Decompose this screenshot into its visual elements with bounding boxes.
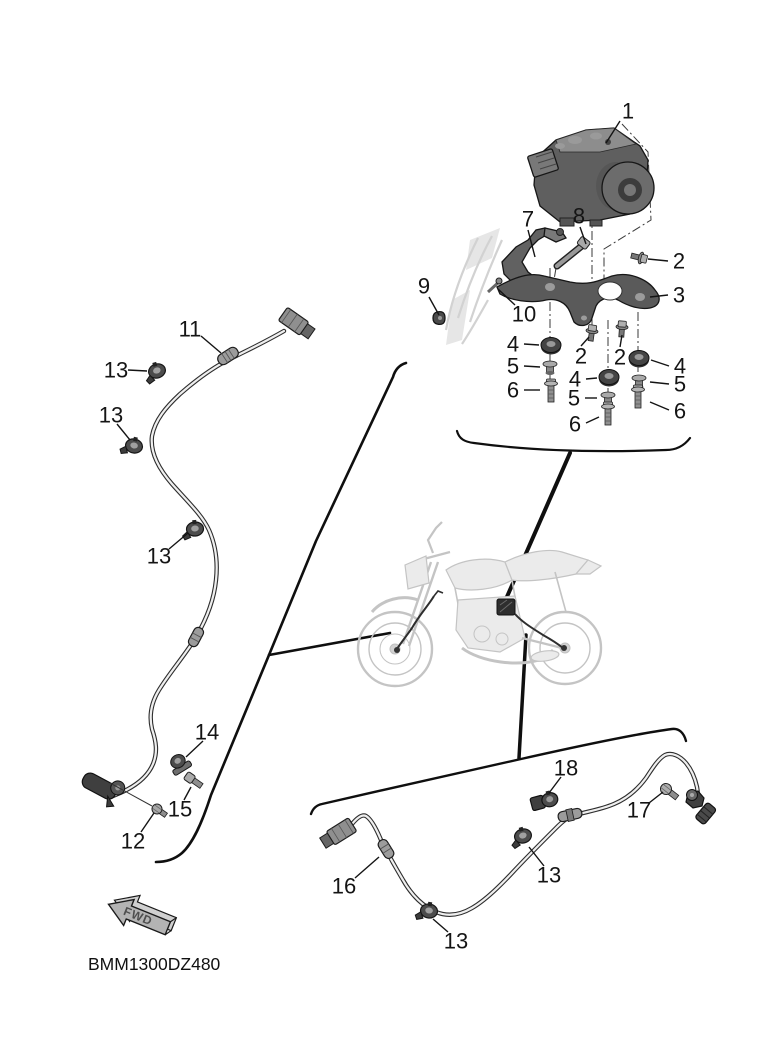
motorcycle-ghost (358, 522, 601, 686)
callout-leader-2 (648, 259, 668, 261)
callout-label-5: 5 (567, 385, 581, 411)
fwd-direction-arrow (103, 886, 179, 943)
flange-bolt (630, 250, 648, 266)
callout-label-9: 9 (417, 273, 431, 299)
flange-bolt (615, 321, 628, 338)
callout-label-2: 2 (574, 343, 588, 369)
callout-leader-9 (429, 297, 439, 315)
damper-grommet (599, 370, 619, 387)
callout-leader-16 (355, 857, 379, 878)
callout-label-18: 18 (553, 755, 579, 781)
callout-leader-11 (201, 336, 221, 353)
callout-label-3: 3 (672, 282, 686, 308)
callout-label-6: 6 (506, 377, 520, 403)
damper-grommet (541, 338, 561, 355)
callout-label-14: 14 (194, 719, 220, 745)
cable-ferrule (187, 626, 205, 648)
callout-label-13: 13 (146, 543, 172, 569)
cable-clamp (508, 825, 534, 849)
mount-bolt (545, 379, 558, 402)
front-sensor-route-top (434, 591, 443, 596)
callout-label-4: 4 (568, 366, 582, 392)
callout-label-13: 13 (98, 402, 124, 428)
fwd-label: FWD (121, 904, 155, 929)
callout-leader-4 (524, 344, 539, 345)
sensor-connector (319, 818, 357, 850)
callout-leader-4 (586, 378, 597, 379)
callout-leader-5 (524, 366, 540, 367)
mount-bolt (602, 402, 615, 425)
callout-label-2: 2 (613, 344, 627, 370)
callout-label-5: 5 (506, 353, 520, 379)
callout-label-13: 13 (103, 357, 129, 383)
callout-label-10: 10 (511, 301, 537, 327)
cable-clamp (181, 519, 204, 540)
holder-bolt (183, 771, 204, 789)
abs-unit-location-marker (497, 599, 515, 615)
callout-label-13: 13 (443, 928, 469, 954)
cable-clamp (415, 900, 439, 922)
cable-ferrule (557, 807, 583, 824)
callout-label-1: 1 (621, 98, 635, 124)
callout-label-13: 13 (536, 862, 562, 888)
callout-leader-13 (128, 370, 147, 371)
callout-label-2: 2 (672, 248, 686, 274)
cable-clamp-damper (529, 789, 559, 811)
sensor-bolt (658, 781, 680, 802)
callout-label-11: 11 (178, 316, 202, 342)
cable-ferrule (216, 345, 240, 366)
callout-leader-4 (651, 360, 669, 366)
mount-bolt (632, 385, 645, 408)
rear-wheel-sensor (686, 790, 717, 826)
callout-label-17: 17 (626, 797, 652, 823)
damper-grommet (629, 351, 649, 368)
sensor-connector (278, 307, 316, 340)
callout-leader-5 (650, 382, 669, 384)
callout-label-12: 12 (120, 828, 146, 854)
part-code: BMM1300DZ480 (88, 954, 221, 974)
callout-leader-6 (586, 417, 599, 423)
callout-label-4: 4 (506, 331, 520, 357)
callout-label-4: 4 (673, 353, 687, 379)
callout-leader-13 (169, 533, 188, 549)
abs-hydraulic-unit (527, 128, 654, 226)
cable-clamp (119, 434, 144, 457)
callout-label-6: 6 (673, 398, 687, 424)
callout-leader-6 (650, 402, 669, 410)
callout-label-16: 16 (331, 873, 357, 899)
callout-label-5: 5 (673, 371, 687, 397)
cable-clamp (142, 360, 168, 385)
callout-label-7: 7 (521, 206, 535, 232)
spacer-collar (543, 361, 557, 375)
cable-ferrule (376, 838, 395, 860)
callout-label-8: 8 (572, 203, 586, 229)
abs-bracket-bolt (557, 236, 591, 266)
hose-clip (433, 312, 445, 325)
sensor-bolt (150, 802, 169, 819)
callout-label-15: 15 (167, 796, 193, 822)
callout-label-6: 6 (568, 411, 582, 437)
